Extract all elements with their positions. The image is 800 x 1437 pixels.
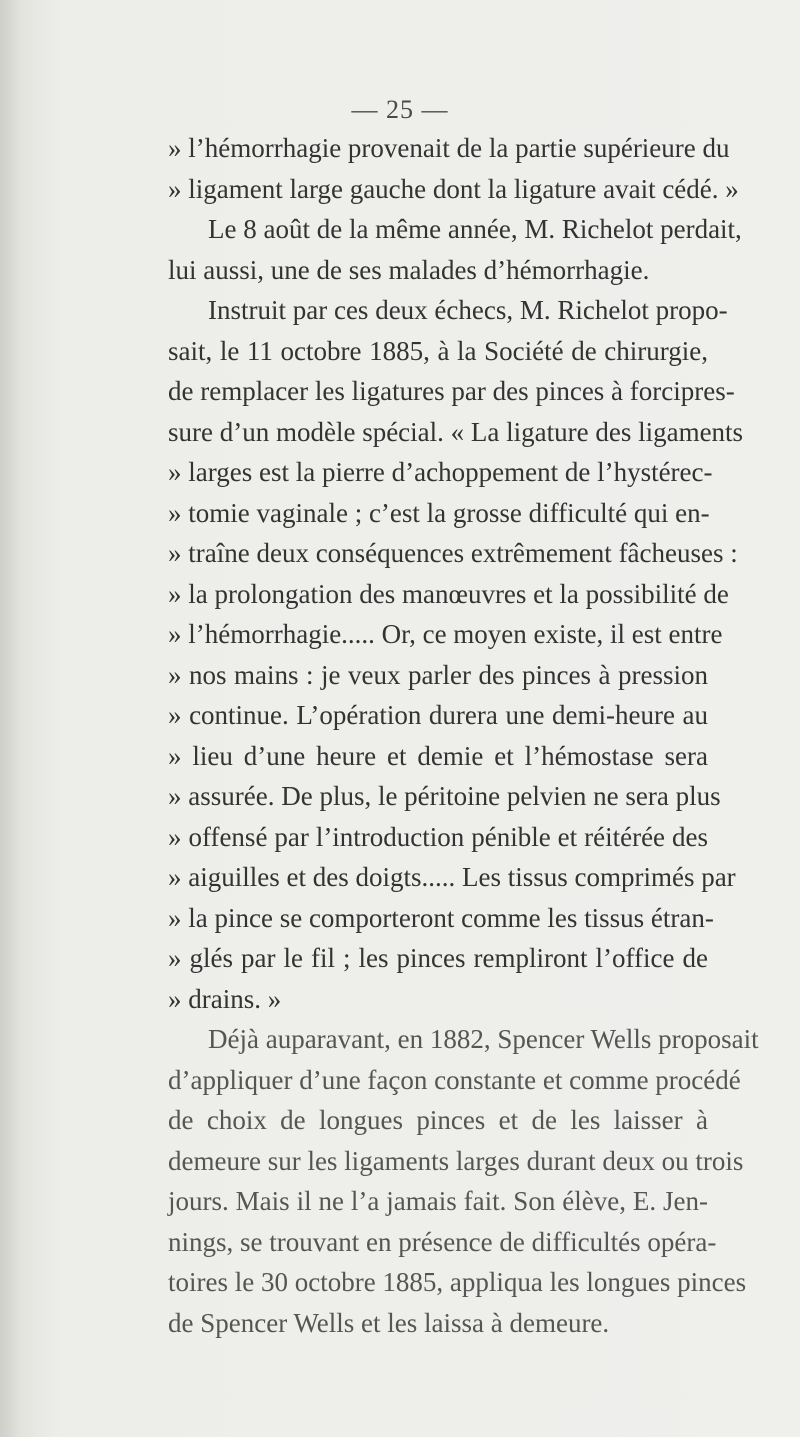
- text-line: » lieu d’une heure et demie et l’hémostase sera: [168, 740, 708, 771]
- text-line: » tomie vaginale ; c’est la grosse difficulté qui en-: [168, 497, 710, 528]
- text-line: Le 8 août de la même année, M. Richelot perdait,: [208, 214, 742, 244]
- text-line: sait, le 11 octobre 1885, à la Société de chirurgie,: [168, 335, 708, 366]
- text-line: » la prolongation des manœuvres et la possibilité de: [168, 578, 729, 609]
- text-line: de Spencer Wells et les laissa à demeure.: [168, 1307, 610, 1338]
- text-line: lui aussi, une de ses malades d’hémorrhagie.: [168, 254, 650, 285]
- text-line: » drains. »: [168, 983, 282, 1014]
- text-line: » continue. L’opération durera une demi-heure au: [168, 700, 708, 730]
- text-line: de choix de longues pinces et de les laisser à: [168, 1105, 708, 1135]
- body-text: [168, 128, 759, 1343]
- text-line: jours. Mais il ne l’a jamais fait. Son élève, E. Jen-: [168, 1186, 708, 1216]
- text-line: » glés par le fil ; les pinces rempliront l’office de: [168, 943, 708, 973]
- text-line: Déjà auparavant, en 1882, Spencer Wells proposait: [208, 1024, 759, 1054]
- text-line: » traîne deux conséquences extrêmement fâcheuses :: [168, 538, 738, 568]
- text-line: » l’hémorrhagie provenait de la partie supérieure du: [168, 133, 730, 163]
- text-line: Instruit par ces deux échecs, M. Richelot propo-: [208, 295, 728, 325]
- text-line: de remplacer les ligatures par des pinces à forcipres-: [168, 376, 735, 406]
- text-line: nings, se trouvant en présence de difficultés opéra-: [168, 1226, 717, 1257]
- text-line: » la pince se comporteront comme les tissus étran-: [168, 902, 714, 933]
- text-line: sure d’un modèle spécial. « La ligature des ligaments: [168, 416, 744, 447]
- text-line: » offensé par l’introduction pénible et réitérée des: [168, 821, 708, 852]
- text-line: d’appliquer d’une façon constante et comme procédé: [168, 1064, 741, 1095]
- page-number: — 25 —: [351, 95, 449, 124]
- text-line: » ligament large gauche dont la ligature avait cédé. »: [168, 173, 739, 204]
- text-line: » l’hémorrhagie..... Or, ce moyen existe, il est entre: [168, 619, 723, 649]
- text-line: » assurée. De plus, le péritoine pelvien ne sera plus: [168, 781, 721, 811]
- text-line: » larges est la pierre d’achoppement de l’hystérec-: [168, 457, 713, 487]
- text-line: toires le 30 octobre 1885, appliqua les longues pinces: [168, 1267, 747, 1297]
- text-line: » nos mains : je veux parler des pinces à pression: [168, 659, 708, 690]
- text-line: » aiguilles et des doigts..... Les tissus comprimés par: [168, 862, 736, 892]
- text-line: demeure sur les ligaments larges durant deux ou trois: [168, 1145, 744, 1176]
